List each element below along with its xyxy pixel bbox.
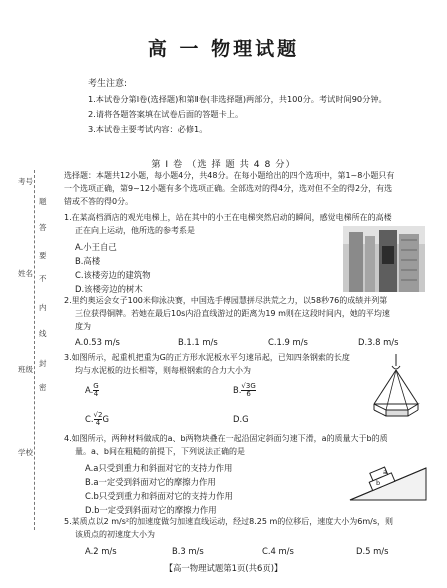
question-4-line: 量。a、b间在粗糙的前提下，下列说法正确的是 <box>75 447 245 456</box>
option-letter: C. <box>85 414 94 424</box>
question-2-line: 度为 <box>75 322 91 331</box>
option-letter: A. <box>85 385 94 395</box>
question-2-option[interactable]: C.1.9 m/s <box>268 337 308 347</box>
section-intro-line: 一个选项正确，第9~12小题有多个选项正确。全部选对的得4分，选对但不全的得2分，有选 <box>64 184 393 193</box>
question-3-option-b[interactable] <box>233 383 256 398</box>
side-label: 内 <box>39 303 47 312</box>
question-3-option-a[interactable] <box>85 383 99 398</box>
question-3-line: 均与水泥板的边长相等，则每根钢索的合力大小为 <box>75 366 251 375</box>
question-1-option[interactable]: A.小王自己 <box>75 242 117 252</box>
question-2-option[interactable]: D.3.8 m/s <box>358 337 399 347</box>
question-1-line: 1.在某高档酒店的观光电梯上，站在其中的小王在电梯突然启动的瞬间，感觉电梯所在的高楼 <box>64 213 392 222</box>
elevator-building-image <box>343 226 425 292</box>
page-footer: 【高一物理试题第1页(共6页)】 <box>164 563 283 573</box>
fraction <box>93 383 98 398</box>
side-label: 题 <box>39 197 47 206</box>
question-1-line: 正在向上运动，他所选的参考系是 <box>75 226 195 235</box>
note-item: 2.请将各题答案填在试卷后面的答题卡上。 <box>88 109 244 119</box>
side-label: 密 <box>39 383 47 392</box>
side-label: 学校 <box>18 448 33 457</box>
section-intro-line: 错或不答的得0分。 <box>64 197 134 206</box>
side-label: 班级 <box>18 365 33 374</box>
note-item: 1.本试卷分第Ⅰ卷(选择题)和第Ⅱ卷(非选择题)两部分，共100分。考试时间90分钟。 <box>88 94 387 104</box>
question-5-option[interactable]: C.4 m/s <box>262 546 294 556</box>
question-5-option[interactable]: D.5 m/s <box>356 546 389 556</box>
binding-line <box>34 170 35 530</box>
incline-blocks-diagram <box>348 462 428 504</box>
question-4-option[interactable]: B.a一定受到斜面对它的摩擦力作用 <box>85 477 216 487</box>
side-label: 姓名 <box>18 269 33 278</box>
question-5-line: 5.某质点以2 m/s²的加速度做匀加速直线运动，经过8.25 m的位移后，速度大小为6m/s，则 <box>64 517 394 526</box>
question-1-option[interactable]: C.该楼旁边的建筑物 <box>75 270 151 280</box>
question-3-option-c[interactable] <box>85 412 109 427</box>
question-4-option[interactable]: A.a只受到重力和斜面对它的支持力作用 <box>85 463 233 473</box>
question-2-option[interactable]: A.0.53 m/s <box>75 337 120 347</box>
side-label: 要 <box>39 251 47 260</box>
side-label: 不 <box>39 274 47 283</box>
page-title: 高 一 物理试题 <box>147 38 300 60</box>
question-4-option[interactable]: D.b一定受到斜面对它的摩擦力作用 <box>85 505 217 515</box>
question-4-line: 4.如图所示，两种材料做成的a、b两物块叠在一起沿固定斜面匀速下滑，a的质量大于b的质 <box>64 434 388 443</box>
crane-rope-diagram <box>368 352 424 424</box>
notes-heading: 考生注意: <box>88 79 128 89</box>
fraction-denominator: 4 <box>95 419 101 427</box>
fraction-denominator: 6 <box>246 390 251 398</box>
fraction-numerator: √2 <box>93 411 103 419</box>
option-tail: G <box>102 414 109 424</box>
option-letter: B. <box>233 385 242 395</box>
question-2-option[interactable]: B.1.1 m/s <box>178 337 218 347</box>
question-5-option[interactable]: B.3 m/s <box>172 546 204 556</box>
question-4-option[interactable]: C.b只受到重力和斜面对它的支持力作用 <box>85 491 233 501</box>
question-2-line: 三位获得铜牌。若她在最后10s内沿直线游过的距离为19 m则在这段时间内，她的平均速 <box>75 309 390 318</box>
section-title: 第 Ⅰ 卷 （选 择 题 共 4 8 分） <box>151 159 296 170</box>
question-1-option[interactable]: B.高楼 <box>75 256 101 266</box>
side-label: 封 <box>39 359 47 368</box>
section-intro-line: 选择题：本题共12小题，每小题4分，共48分。在每小题给出的四个选项中，第1~8小题只有 <box>64 171 395 180</box>
question-3-option-d[interactable]: D.G <box>233 414 249 424</box>
question-3-line: 3.如图所示，起重机把重为G的正方形水泥板水平匀速吊起，已知四条钢索的长度 <box>64 353 350 362</box>
side-label: 考号 <box>18 177 33 186</box>
block-a-label: a <box>383 468 387 476</box>
question-1-option[interactable]: D.该楼旁边的树木 <box>75 284 143 294</box>
question-5-option[interactable]: A.2 m/s <box>85 546 117 556</box>
question-5-line: 该质点的初速度大小为 <box>75 530 155 539</box>
note-item: 3.本试卷主要考试内容：必修1。 <box>88 124 208 134</box>
fraction-numerator: √3G <box>241 382 256 390</box>
side-label: 答 <box>39 223 47 232</box>
question-2-line: 2.里约奥运会女子100米仰泳决赛，中国选手傅园慧拼尽洪荒之力，以58秒76的成绩并列第 <box>64 296 388 305</box>
fraction-numerator: G <box>93 382 99 390</box>
fraction-denominator: 4 <box>93 390 99 398</box>
side-label: 线 <box>39 329 47 338</box>
fraction <box>241 383 255 398</box>
block-b-label: b <box>376 479 381 487</box>
